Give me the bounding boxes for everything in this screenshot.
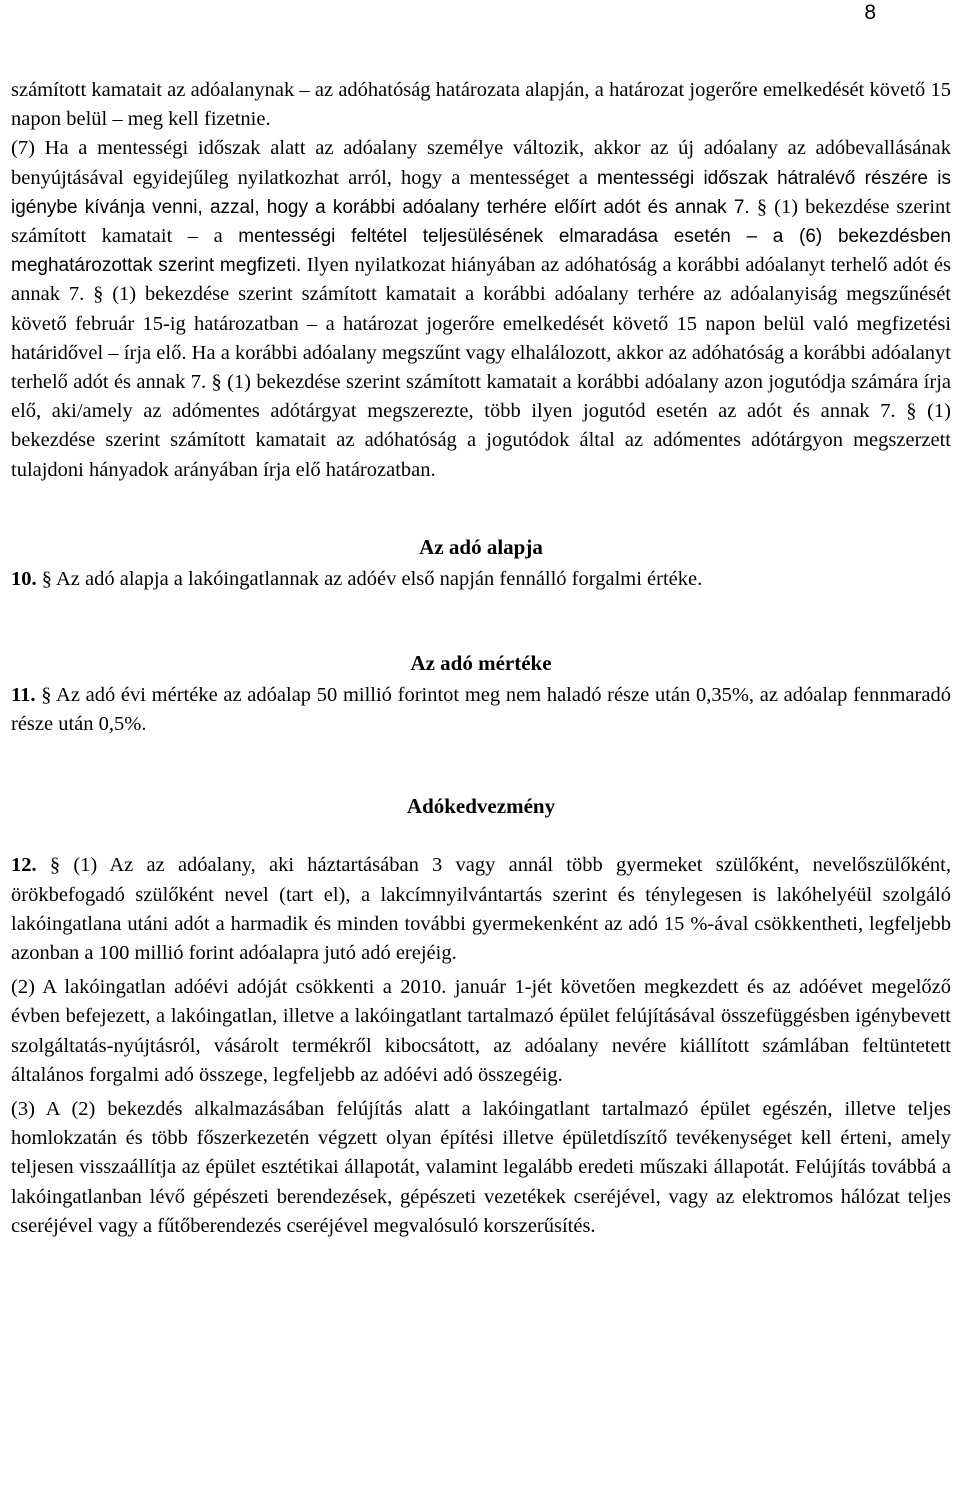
document-body xyxy=(11,76,951,1241)
section-12-number: 12. xyxy=(11,854,37,877)
section-12-paragraph-1 xyxy=(11,851,951,968)
section-12-paragraph-3: (3) A (2) bekezdés alkalmazásában felújítás alatt a lakóingatlant tartalmazó épület egészén, illetve teljes homlokzatán és több főszerkezetén végzett olyan építési illetve épületdíszítő tevékenységet kell érteni, amely teljesen visszaállítja az épület esztétikai állapotát, valamint legalább eredeti műszaki állapotát. Felújítás továbbá a lakóingatlanban lévő gépészeti berendezések, gépészeti vezetékek cseréjével, vagy az elektromos hálózat teljes cseréjével vagy a fűtőberendezés cseréjével megvalósuló korszerűsítés. xyxy=(11,1098,951,1237)
page-number: 8 xyxy=(864,1,876,24)
section-12-paragraph-1-text: § (1) Az az adóalany, aki háztartásában 3 vagy annál több gyermeket szülőként, nevelőszülőként, örökbefogadó szülőként nevel (tart el), a lakcímnyilvántartás szerint és ténylegesen is lakóhelyéül szolgáló lakóingatlana utáni adót a harmadik és minden további gyermekenként az adó 15 %-ával csökkentheti, legfeljebb azonban a 100 millió forint adóalapra jutó adó erejéig. xyxy=(11,854,951,965)
heading-ado-alapja: Az adó alapja xyxy=(419,534,543,559)
continuation-paragraph: számított kamatait az adóalanynak – az adóhatóság határozata alapján, a határozat jogerőre emelkedését követő 15 napon belül – meg kell fizetnie. xyxy=(11,79,951,131)
section-10 xyxy=(11,565,951,594)
paragraph-7-sans-text: mentességi időszak hátralévő részére is igénybe kívánja venni, azzal, hogy a korábbi adóalany terhére előírt adót és annak 7. xyxy=(11,167,951,218)
section-10-number: 10. xyxy=(11,567,37,590)
section-11-number: 11. xyxy=(11,684,36,707)
paragraph-7-rest: Ilyen nyilatkozat hiányában az adóhatóság a korábbi adóalanyt terhelő adót és annak 7. § (1) bekezdése szerint számított kamatait a korábbi adóalany terhére az adóalanyiság megszűnését követő február 15-ig határozatban – a határozat jogerőre emelkedését követő 15 napon belül való megfizetési határidővel – írja elő. Ha a korábbi adóalany megszűnt vagy elhalálozott, akkor az adóhatóság a korábbi adóalanyt terhelő adót és annak 7. § (1) bekezdése szerint számított kamatait a korábbi adóalany azon jogutódja számára írja elő, aki/amely az adómentes adótárgyat megszerezte, több ilyen jogutód esetén az adót és annak 7. § (1) bekezdése szerint számított kamatait az adóhatóság a jogutódok által az adómentes adótárgyon megszerzett tulajdoni hányadok arányában írja elő határozatban. xyxy=(11,254,951,481)
section-11 xyxy=(11,681,951,739)
paragraph-7 xyxy=(11,134,951,484)
section-12-paragraph-2: (2) A lakóingatlan adóévi adóját csökkenti a 2010. január 1-jét követően megkezdett és az adóévet megelőző évben befejezett, a lakóingatlan, illetve a lakóingatlant tartalmazó épület felújításával összefüggésben igénybevett szolgáltatás-nyújtásról, vásárolt termékről kibocsátott, az adóalany nevére kiállított számlában feltüntetett általános forgalmi adó összege, legfeljebb az adóévi adó összegéig. xyxy=(11,976,951,1086)
paragraph-7-mid: § (1) bekezdése szerint számított kamatait – a xyxy=(11,195,951,248)
heading-ado-merteke: Az adó mértéke xyxy=(410,651,552,676)
section-10-text: § Az adó alapja a lakóingatlannak az adóév első napján fennálló forgalmi értéke. xyxy=(36,567,703,590)
paragraph-7-lead: (7) Ha a mentességi időszak alatt az adóalany személye változik, akkor az új adóalany az adóbevallásának benyújtásával egyidejűleg nyilatkozhat arról, hogy a mentességet a xyxy=(11,137,951,189)
paragraph-7-sans-text-2: mentességi feltétel teljesülésének elmaradása esetén – a (6) bekezdésben meghatározottak szerint megfizeti. xyxy=(11,226,951,277)
section-11-text: § Az adó évi mértéke az adóalap 50 millió forintot meg nem haladó része után 0,35%, az adóalap fennmaradó része után 0,5%. xyxy=(11,684,951,736)
heading-adokedvezmeny: Adókedvezmény xyxy=(406,794,556,819)
